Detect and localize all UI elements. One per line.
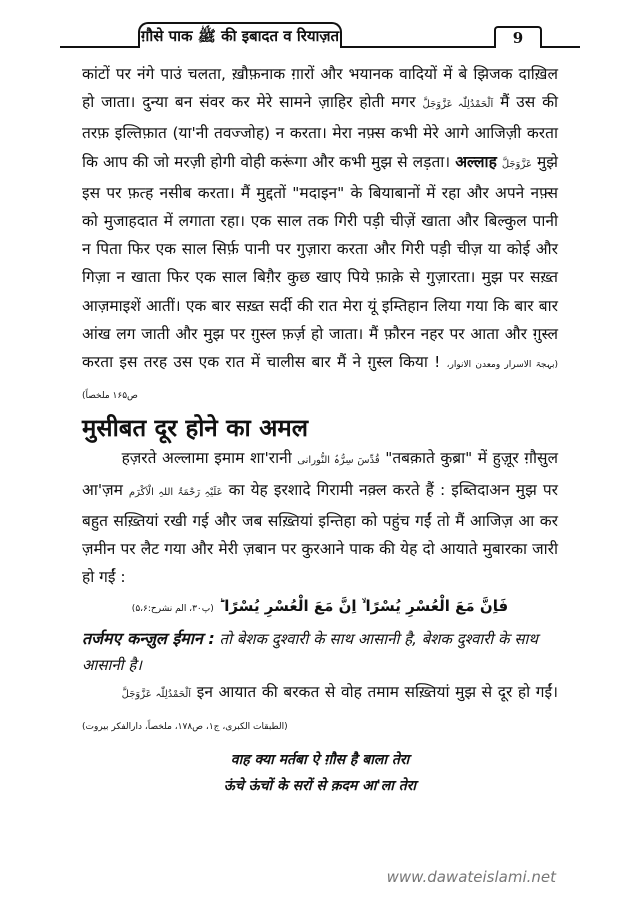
- running-header-title: ग़ौसे पाक ﷺ की इबादत व रियाज़त: [138, 22, 342, 48]
- footer-website-url: www.dawateislami.net: [386, 868, 556, 886]
- paragraph-1-text-b: मैं उस की तरफ़ इल्तिफ़ात (या'नी तवज्जोह) न करता। मेरा नफ़्स कभी मेरे आगे आजिज़ी करता कि आप की जो मरज़ी होगी वोही करूंगा और कभी मुझ से लड़ता।: [82, 93, 558, 171]
- honorific-alaihi-rahmah: عَلَیْہِ رَحْمَۃُ اللہِ الْاَکْرَم: [128, 486, 223, 498]
- paragraph-2-text-a: हज़रते अल्लामा इमाम शा'रानी: [121, 449, 292, 468]
- quran-verse-reference: (پ۳۰، الم نشرح:۵،۶): [131, 604, 214, 615]
- honorific-quddisa-sirruhu: قُدِّسَ سِرُّہُ النُّورانی: [297, 455, 380, 467]
- source-reference-1: (بہجۃ الاسرار ومعدن الانوار، ص۱۶۵ ملخصاً): [82, 360, 558, 402]
- allah-calligraphy: अल्लाह: [455, 152, 497, 171]
- paragraph-1-text-a: कांटों पर नंगे पाउं चलता, ख़ौफ़नाक ग़ारों और भयानक वादियों में बे झिजक दाख़िल हो जाता। दुन्या बन संवर कर मेरे सामने ज़ाहिर होती मगर: [82, 65, 558, 112]
- paragraph-1-text-c: मुझे इस पर फ़त्ह नसीब करता। मैं मुद्दतों "मदाइन" के बियाबानों में रहा और अपने नफ़्स को मुजाहदात में लगाता रहा। एक साल तक गिरी पड़ी चीज़ें खाता और बिल्कुल पानी न पिता फिर एक साल सिर्फ़ पानी पर गुज़ारा करता और गिरी पड़ी चीज़ या कोई और गिज़ा न खाता फिर एक साल बिग़ैर कुछ खाए पिये फ़ाक़े से गुज़ारता। मुझ पर सख़्त आज़माइशें आतीं। एक बार सख़्त सर्दी की रात मेरा यूं इम्तिहान लिया गया कि बार बार आंख लग जाती और मुझ पर ग़ुस्ल फ़र्ज़ हो जाता। मैं फ़ौरन नहर पर आता और ग़ुस्ल करता इस तरह उस एक रात में चालीस बार मैं ने ग़ुस्ल किया !: [82, 152, 558, 372]
- translation-label: तर्जमए कन्ज़ुल ईमान :: [82, 629, 215, 649]
- paragraph-3-text: इन आयात की बरकत से वोह तमाम सख़्तियां मुझ से दूर हो गईं।: [196, 683, 559, 702]
- honorific-alhamdulillah: اَلْحَمْدُلِلّٰہ عَزَّوَجَلَّ: [422, 99, 494, 111]
- quran-verse-arabic: فَاِنَّ مَعَ الْعُسْرِ یُسْرًا ۙ اِنَّ مَعَ الْعُسْرِ یُسْرًا ؕ: [218, 597, 509, 616]
- source-reference-2: (الطبقات الکبری، ج۱، ص۱۷۸، ملخصاً، دارالفکر بیروت): [82, 721, 288, 732]
- page-number: 9: [494, 26, 542, 48]
- couplet-line-1: वाह क्या मर्तबा ऐ ग़ौस है बाला तेरा: [230, 751, 410, 768]
- paragraph-1: [82, 60, 558, 410]
- paragraph-2: [82, 444, 558, 591]
- paragraph-2-text-c: का येह इरशादे गिरामी नक़्ल करते हैं : इब्तिदाअन मुझ पर बहुत सख़्तियां रखी गई और जब सख़्तियां इन्तिहा को पहुंच गईं तो मैं आजिज़ आ कर ज़मीन पर लैट गया और मेरी ज़बान पर कुरआने पाक की येह दो आयाते मुबारका जारी हो गईं :: [82, 480, 558, 587]
- translation-text: तो बेशक दुश्वारी के साथ आसानी है, बेशक दुश्वारी के साथ आसानी है।: [82, 630, 538, 675]
- honorific-azza-wajal: عَزَّوَجَلَّ: [501, 158, 532, 170]
- paragraph-2-text-b: "तबक़ाते कुब्रा" में हुज़ूर ग़ौसुल आ'ज़म: [82, 449, 558, 499]
- section-heading: मुसीबत दूर होने का अमल: [82, 414, 309, 443]
- page-body: [82, 60, 558, 799]
- paragraph-3: [82, 678, 558, 740]
- quran-verse: [82, 591, 558, 624]
- translation: [82, 626, 558, 678]
- couplet-line-2: ऊंचे ऊंचों के सरों से क़दम आ'ला तेरा: [223, 777, 417, 794]
- honorific-alhamdulillah-2: اَلْحَمْدُلِلّٰہ عَزَّوَجَلَّ: [121, 689, 192, 701]
